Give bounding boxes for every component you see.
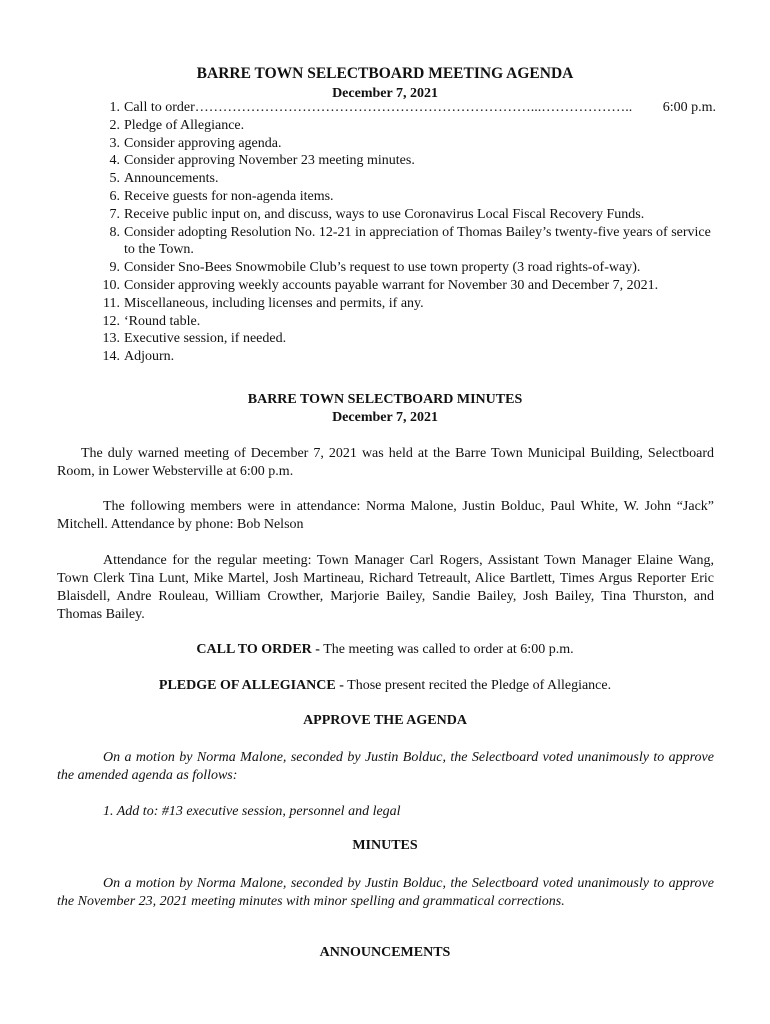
- announcements-heading: [0, 945, 770, 961]
- members-text: The following members were in attendance: Norma Malone, Justin Bolduc, Paul White, W. John “Jack” Mitchell. Attendance by phone: Bob Nelson: [57, 499, 714, 532]
- agenda-item: [96, 224, 716, 260]
- agenda-item-text: Receive guests for non-agenda items.: [124, 188, 334, 204]
- minutes-date: December 7, 2021: [332, 410, 438, 425]
- agenda-item-text: Adjourn.: [124, 349, 175, 365]
- agenda-item-number: 8.: [109, 224, 120, 240]
- pledge-text: Those present recited the Pledge of Allegiance.: [343, 678, 612, 693]
- agenda-item-text: Consider approving November 23 meeting minutes.: [124, 153, 415, 169]
- agenda-item-number: 11.: [103, 295, 120, 311]
- agenda-item: [96, 330, 716, 348]
- agenda-item-text: Call to order: [124, 100, 195, 115]
- agenda-item: [96, 152, 716, 170]
- agenda-item: [96, 170, 716, 188]
- agenda-item-number: 10.: [102, 277, 120, 293]
- minutes-heading: [0, 838, 770, 854]
- agenda-item-text: Pledge of Allegiance.: [124, 117, 245, 133]
- agenda-list: [96, 99, 716, 366]
- agenda-item-number: 12.: [102, 313, 120, 329]
- agenda-item-text: Consider approving agenda.: [124, 135, 282, 151]
- agenda-item: [96, 135, 716, 153]
- agenda-item-text: Consider Sno-Bees Snowmobile Club’s request to use town property (3 road rights-of-way).: [124, 260, 641, 276]
- agenda-item-number: 4.: [109, 153, 120, 169]
- agenda-item-number: 2.: [109, 117, 120, 133]
- minutes-motion: [57, 875, 714, 911]
- agenda-amendment-text: 1. Add to: #13 executive session, personnel and legal: [103, 804, 401, 819]
- attendance-text: Attendance for the regular meeting: Town Manager Carl Rogers, Assistant Town Manager Elaine Wang, Town Clerk Tina Lunt, Mike Martel, Josh Martineau, Richard Tetreault, Alice Bartlett, Times Argus Reporter Eric Blaisdell, Andre Rouleau, William Crowther, Marjorie Bailey, Sandie Bailey, Josh Bailey, Tina Thurston, and Thomas Bailey.: [57, 553, 714, 622]
- agenda-item-number: 7.: [109, 206, 120, 222]
- dot-leader: ………………………………………………………………...………………..: [194, 100, 633, 115]
- agenda-item: [96, 277, 716, 295]
- agenda-item-number: 9.: [109, 260, 120, 276]
- agenda-item-call-to-order: [96, 99, 716, 117]
- agenda-item-text: Consider adopting Resolution No. 12-21 in appreciation of Thomas Bailey’s twenty-five years of service to the Town.: [124, 224, 711, 258]
- agenda-item-text: Receive public input on, and discuss, ways to use Coronavirus Local Fiscal Recovery Funds.: [124, 206, 645, 222]
- agenda-item: [96, 259, 716, 277]
- agenda-item-number: 13.: [102, 331, 120, 347]
- members-paragraph: [57, 498, 714, 534]
- agenda-item-number: 1.: [109, 100, 120, 115]
- agenda-item: [96, 117, 716, 135]
- call-to-order-section: [0, 642, 770, 658]
- agenda-title: BARRE TOWN SELECTBOARD MEETING AGENDA: [196, 65, 574, 82]
- agenda-item: [96, 295, 716, 313]
- agenda-date: December 7, 2021: [332, 86, 438, 101]
- agenda-item-number: 3.: [109, 135, 120, 151]
- agenda-item-number: 14.: [102, 349, 120, 365]
- announcements-heading-text: ANNOUNCEMENTS: [319, 945, 451, 960]
- agenda-item: [96, 206, 716, 224]
- pledge-label: PLEDGE OF ALLEGIANCE -: [158, 678, 344, 693]
- agenda-item-number: 5.: [109, 171, 120, 187]
- minutes-heading-text: MINUTES: [352, 838, 418, 853]
- attendance-paragraph: [57, 552, 714, 624]
- approve-agenda-heading: [0, 713, 770, 729]
- agenda-item-text: Announcements.: [124, 171, 219, 187]
- agenda-item-time: 6:00 p.m.: [662, 100, 716, 115]
- agenda-item-text: ‘Round table.: [124, 313, 201, 329]
- minutes-intro: [57, 445, 714, 481]
- approve-agenda-motion-text: On a motion by Norma Malone, seconded by Justin Bolduc, the Selectboard voted unanimously to approve the amended agenda as follows:: [57, 750, 714, 783]
- agenda-item: [96, 188, 716, 206]
- intro-text: The duly warned meeting of December 7, 2021 was held at the Barre Town Municipal Building, Selectboard Room, in Lower Websterville at 6:00 p.m.: [57, 446, 714, 479]
- agenda-item-text: Executive session, if needed.: [124, 331, 287, 347]
- agenda-item: [96, 313, 716, 331]
- agenda-amendment: [57, 803, 714, 821]
- agenda-item-text: Miscellaneous, including licenses and permits, if any.: [124, 295, 424, 311]
- approve-agenda-heading-text: APPROVE THE AGENDA: [303, 713, 467, 728]
- call-to-order-label: CALL TO ORDER -: [196, 642, 320, 657]
- agenda-item-text: Consider approving weekly accounts payable warrant for November 30 and December 7, 2021.: [124, 277, 659, 293]
- pledge-section: [0, 678, 770, 694]
- agenda-item: [96, 348, 716, 366]
- call-to-order-text: The meeting was called to order at 6:00 p.m.: [319, 642, 574, 657]
- minutes-title: BARRE TOWN SELECTBOARD MINUTES: [247, 392, 523, 407]
- minutes-motion-text: On a motion by Norma Malone, seconded by Justin Bolduc, the Selectboard voted unanimously to approve the November 23, 2021 meeting minutes with minor spelling and grammatical corrections.: [57, 876, 714, 909]
- agenda-item-number: 6.: [109, 188, 120, 204]
- approve-agenda-motion: [57, 749, 714, 785]
